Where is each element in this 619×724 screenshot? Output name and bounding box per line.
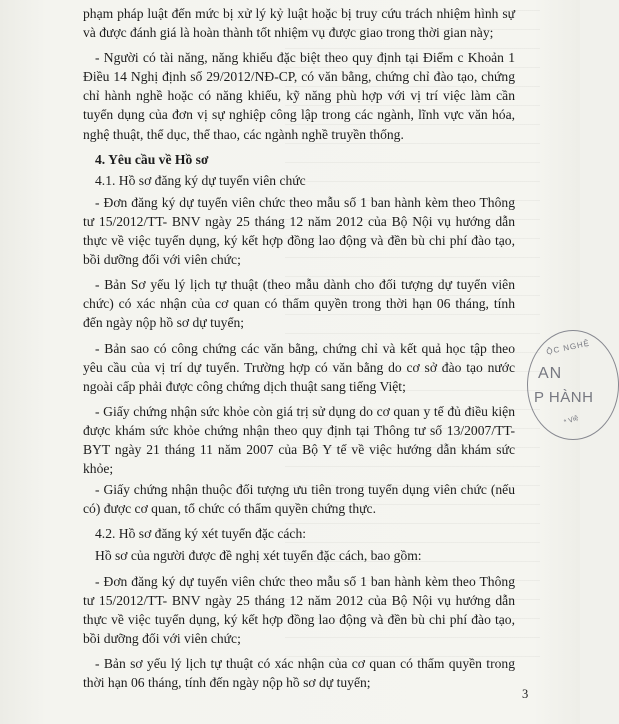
subsection-heading-4-1: 4.1. Hồ sơ đăng ký dự tuyển viên chức — [95, 172, 306, 188]
paragraph-4-2-intro: Hồ sơ của người được đề nghị xét tuyển đặc cách, bao gồm: — [95, 548, 422, 564]
paragraph-4-1-priority-certificate: - Giấy chứng nhận thuộc đối tượng ưu tiên trong tuyển dụng viên chức (nếu có) được cơ quan, tổ chức có thẩm quyền chứng thực. — [83, 482, 515, 517]
section-heading-4: 4. Yêu cầu về Hồ sơ — [95, 151, 209, 167]
official-seal-stamp — [527, 330, 619, 440]
stamp-line-1: AN — [538, 365, 563, 382]
stamp-arc-top-text: ỘC NGHỆ — [545, 338, 591, 357]
stamp-line-2: P HÀNH — [534, 389, 594, 406]
paragraph-4-1-health-certificate: - Giấy chứng nhận sức khỏe còn giá trị sử dụng do cơ quan y tế đủ điều kiện được khám sức khỏe chứng nhận theo quy định tại Thông tư số 13/2007/TT-BYT ngày 21 tháng 11 năm 2007 của Bộ Y tế về việc hướng dẫn khám sức khỏe; — [83, 403, 515, 477]
page-number: 3 — [522, 687, 529, 701]
paragraph-talent: - Người có tài năng, năng khiếu đặc biệt theo quy định tại Điểm c Khoản 1 Điều 14 Nghị định số 29/2012/NĐ-CP, có văn bằng, chứng chỉ đào tạo, chứng chỉ hành nghề hoặc có năng khiếu, kỹ năng phù hợp với vị trí việc làm cần tuyển dụng của đơn vị sự nghiệp công lập trong các ngành, lĩnh vực văn hóa, nghệ thuật, thể dục, thể thao, các ngành nghề truyền thống. — [83, 50, 515, 142]
paragraph-4-1-certificates: - Bản sao có công chứng các văn bằng, chứng chỉ và kết quả học tập theo yêu cầu của vị trí dự tuyển. Trường hợp có văn bằng do cơ sở đào tạo nước ngoài cấp phải được công chứng dịch thuật sang tiếng Việt; — [83, 340, 515, 394]
paragraph-4-2-application-form: - Đơn đăng ký dự tuyển viên chức theo mẫu số 1 ban hành kèm theo Thông tư 15/2012/TT- BNV ngày 25 tháng 12 năm 2012 của Bộ Nội vụ hướng dẫn thực về việc tuyển dụng, ký kết hợp đồng lao động và đền bù chi phí đào tạo, bồi dưỡng đối với viên chức; — [83, 573, 515, 646]
paragraph-4-2-resume: - Bản sơ yếu lý lịch tự thuật có xác nhận của cơ quan có thẩm quyền trong thời hạn 06 tháng, tính đến ngày nộp hồ sơ dự tuyển; — [83, 655, 515, 690]
subsection-heading-4-2: 4.2. Hồ sơ đăng ký xét tuyển đặc cách: — [95, 526, 307, 542]
document-body — [83, 4, 515, 698]
stamp-arc-bottom-text: * Việ — [563, 414, 580, 427]
paragraph-intro: phạm pháp luật đến mức bị xử lý kỷ luật hoặc bị truy cứu trách nhiệm hình sự và được đánh giá là hoàn thành tốt nhiệm vụ được giao trong thời gian này; — [83, 6, 515, 41]
paragraph-4-1-resume: - Bản Sơ yếu lý lịch tự thuật (theo mẫu dành cho đối tượng dự tuyển viên chức) có xác nhận của cơ quan có thẩm quyền trong thời hạn 06 tháng, tính đến ngày nộp hồ sơ dự tuyển; — [83, 277, 515, 331]
paragraph-4-1-application-form: - Đơn đăng ký dự tuyển viên chức theo mẫu số 1 ban hành kèm theo Thông tư 15/2012/TT- BNV ngày 25 tháng 12 năm 2012 của Bộ Nội vụ hướng dẫn thực về việc tuyển dụng, ký kết hợp đồng lao động và đền bù chi phí đào tạo, bồi dưỡng đối với viên chức; — [83, 194, 515, 268]
